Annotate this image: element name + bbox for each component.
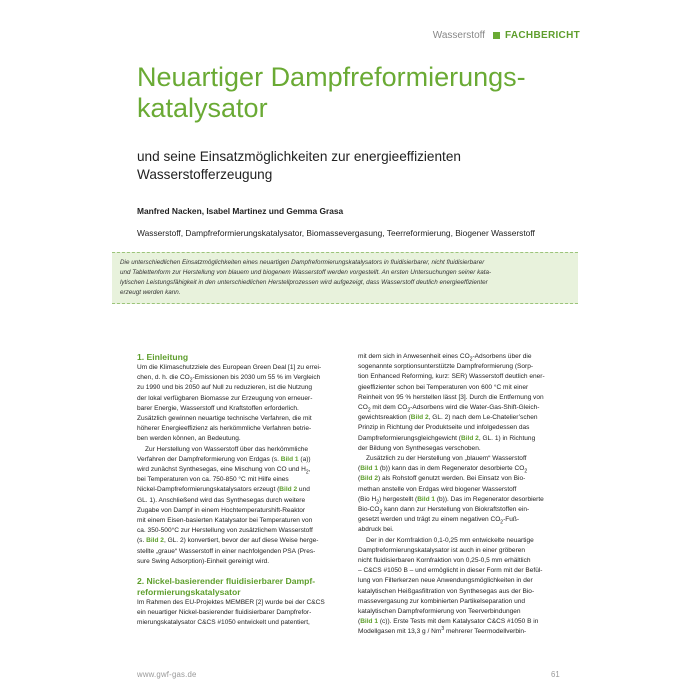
text-line: Dampfreformierungskatalysator ist auch in einer gröberen bbox=[358, 546, 526, 554]
abstract-line: erzeugt werden kann. bbox=[120, 289, 181, 297]
text-line: bei Temperaturen von ca. 750-850 °C mit Hilfe eines bbox=[137, 476, 289, 484]
text-line: sure Swing Adsorption)-Einheit gereinigt wird. bbox=[137, 557, 270, 565]
text-line: katalytischen Heißgasfiltration von Synthesegas aus der Bio- bbox=[358, 587, 535, 595]
article-title bbox=[137, 62, 607, 124]
text-line: gieeffizienter schon bei Temperaturen von 600 °C mit einer bbox=[358, 383, 529, 391]
abstract-line: lytischen Leistungsfähigkeit in den unterschiedlichen Herstellprozessen wird aufgezeigt, dass Wasserstoff deutlich energieeffizienter bbox=[120, 279, 488, 287]
text-line: der lokal verfügbaren Biomasse zur Erzeugung von erneuer- bbox=[137, 394, 313, 402]
text-line: zu 1990 und bis 2050 auf Null zu reduzieren, ist die Nutzung bbox=[137, 384, 313, 392]
text-line: Zusätzlich gewinnen neuartige technische Verfahren, die mit bbox=[137, 415, 312, 423]
text-line: Prinzip in Richtung der Produktseite und infolgedessen das bbox=[358, 424, 530, 432]
figure-ref-bild-2[interactable]: Bild 2 bbox=[360, 475, 379, 483]
text-line: Nickel-Dampfreformierungskatalysators erzeugt (Bild 2 und bbox=[137, 486, 310, 494]
abstract-box bbox=[112, 252, 578, 304]
footer-url[interactable]: www.gwf-gas.de bbox=[137, 670, 197, 679]
text-line: gesetzt werden und trägt zu einem negativen $CO_2-Fuß-$ bbox=[358, 516, 520, 526]
title-line: Neuartiger Dampfreformierungs- bbox=[137, 62, 526, 92]
section-heading-nickel: 2. Nickel-basierender fluidisierbarer Dampf- reformierungskatalysator bbox=[137, 576, 316, 598]
header-section: Wasserstoff bbox=[432, 30, 486, 41]
text-line: Zur Herstellung von Wasserstoff über das herkömmliche bbox=[145, 445, 309, 453]
page-number: 61 bbox=[551, 670, 560, 679]
text-line: Verfahren der Dampfreformierung von Erdgas (s. Bild 1 (a)) bbox=[137, 455, 311, 463]
text-line: lung von Filterkerzen neue Anwendungsmöglichkeiten in der bbox=[358, 577, 533, 585]
text-line: abdruck bei. bbox=[358, 526, 394, 534]
header-square-icon bbox=[493, 32, 500, 39]
text-line: Um die Klimaschutzziele des European Green Deal [1] zu errei- bbox=[137, 364, 322, 371]
text-line: Modellgasen mit 13,3 g / Nm$^3$ mehrerer Teermodellverbin- bbox=[358, 626, 527, 636]
text-line: ben werden können, an Bedeutung. bbox=[137, 435, 241, 443]
figure-ref-bild-1[interactable]: Bild 1 bbox=[417, 495, 436, 503]
abstract-line: Die unterschiedlichen Einsatzmöglichkeiten eines neuartigen Dampfreformierungskatalysators in fluidisierbarer, nicht fluidisierbarer bbox=[120, 259, 485, 266]
text-line: Reinheit von 95 % herstellen lässt [3]. Durch die Entfernung von bbox=[358, 393, 544, 401]
text-line: wird zunächst Synthesegas, eine Mischung von CO und $H_2$, bbox=[137, 466, 311, 476]
text-line: gewichtsreaktion (Bild 2, GL. 2) nach dem Le-Chatelier’schen bbox=[358, 414, 538, 422]
text-line: $CO_2$ mit dem $CO_2$-Adsorbens wird die Water-Gas-Shift-Gleich- bbox=[358, 404, 540, 414]
text-line: (Bio $H_2$) hergestellt (Bild 1 (b)). Das im Regenerator desorbierte bbox=[358, 495, 544, 506]
body-column-right bbox=[358, 352, 567, 638]
text-line: Zusätzlich zu der Herstellung von „blauem“ Wasserstoff bbox=[366, 455, 527, 463]
text-line: mit einem Eisen-basierten Katalysator bei Temperaturen von bbox=[137, 517, 313, 525]
text-line: (Bild 2) als Rohstoff genutzt werden. Bei Einsatz von Bio- bbox=[358, 475, 526, 483]
text-line: GL. 1). Anschließend wird das Synthesegas durch weitere bbox=[137, 496, 306, 504]
text-line: (Bild 1 (b)) kann das in dem Regenerator desorbierte $CO_2$ bbox=[358, 465, 528, 475]
text-line: Zugabe von Dampf in einem Hochtemperaturshift-Reaktor bbox=[137, 506, 306, 514]
text-line: massevergasung zur kombinierten Partikelseparation und bbox=[358, 597, 526, 605]
figure-ref-bild-1[interactable]: Bild 1 bbox=[280, 455, 299, 463]
authors: Manfred Nacken, Isabel Martinez und Gemma Grasa bbox=[137, 206, 344, 216]
abstract-line: und Tablettenform zur Herstellung von blauem und biogenem Wasserstoff werden vorgestellt. An ersten Untersuchungen seiner kata- bbox=[120, 269, 492, 277]
text-line: mit dem sich in Anwesenheit eines $CO_2$-Adsorbens über die bbox=[358, 353, 532, 363]
text-line: sogenannte sorptionsunterstützte Dampfreformierung (Sorp- bbox=[358, 363, 534, 371]
text-line: höherer Energieeffizienz als herkömmliche Verfahren betrie- bbox=[137, 425, 312, 433]
title-line: katalysator bbox=[137, 93, 268, 123]
text-line: mierungskatalysator C&CS #1050 entwickelt und patentiert, bbox=[137, 619, 310, 627]
text-line: methan anstelle von Erdgas wird biogener Wasserstoff bbox=[358, 485, 517, 493]
body-column-left bbox=[137, 352, 346, 629]
keywords: Wasserstoff, Dampfreformierungskatalysator, Biomassevergasung, Teerreformierung, Biogener Wasserstoff bbox=[137, 228, 535, 238]
running-header bbox=[433, 30, 580, 41]
text-line: Bio-$CO_2$ kann dann zur Herstellung von Biokraftstoffen ein- bbox=[358, 506, 530, 516]
figure-ref-bild-1[interactable]: Bild 1 bbox=[360, 618, 379, 626]
text-line: nicht fluidisierbaren Kornfraktion von 0,25-0,5 mm erhältlich bbox=[358, 557, 531, 565]
text-line: barer Energie, Wasserstoff und Kraftstoffen erforderlich. bbox=[137, 404, 299, 412]
figure-ref-bild-2[interactable]: Bild 2 bbox=[279, 486, 298, 494]
text-line: stellte „graue“ Wasserstoff in einer nachfolgenden PSA (Pres- bbox=[137, 547, 316, 555]
header-kind: FACHBERICHT bbox=[505, 30, 580, 41]
text-line: Im Rahmen des EU-Projektes MEMBER [2] wurde bei der C&CS bbox=[137, 599, 325, 607]
figure-ref-bild-2[interactable]: Bild 2 bbox=[460, 434, 479, 442]
text-line: (s. Bild 2, GL. 2) konvertiert, bevor der auf diese Weise herge- bbox=[137, 537, 319, 545]
text-line: katalytischen Dampfreformierung von Teerverbindungen bbox=[358, 608, 521, 616]
text-line: ein neuartiger Nickel-basierender fluidisierbarer Dampfrefor- bbox=[137, 609, 312, 617]
figure-ref-bild-2[interactable]: Bild 2 bbox=[146, 537, 164, 545]
text-line: chen, d. h. die $CO_2$-Emissionen bis 2030 um 55 % im Vergleich bbox=[137, 374, 321, 384]
article-subtitle bbox=[137, 148, 607, 184]
text-line: Der in der Kornfraktion 0,1-0,25 mm entwickelte neuartige bbox=[366, 536, 534, 544]
text-line: – C&CS #1050 B – und ermöglicht in dieser Form mit der Befül- bbox=[358, 567, 543, 575]
subtitle-line: Wasserstofferzeugung bbox=[137, 167, 273, 182]
text-line: der Bildung von Synthesegas verschoben. bbox=[358, 444, 481, 452]
subtitle-line: und seine Einsatzmöglichkeiten zur energieeffizienten bbox=[137, 149, 461, 164]
text-line: Dampfreformierungsgleichgewicht (Bild 2, GL. 1) in Richtung bbox=[358, 434, 536, 442]
text-line: (Bild 1 (c)). Erste Tests mit dem Katalysator C&CS #1050 B in bbox=[358, 618, 539, 626]
figure-ref-bild-2[interactable]: Bild 2 bbox=[410, 414, 429, 422]
section-heading-introduction: 1. Einleitung bbox=[137, 352, 189, 362]
text-line: ca. 350-500°C zur Herstellung von zusätzlichem Wasserstoff bbox=[137, 527, 313, 535]
text-line: tion Enhanced Reforming, kurz: SER) Wasserstoff deutlich ener- bbox=[358, 373, 545, 381]
figure-ref-bild-1[interactable]: Bild 1 bbox=[360, 465, 379, 473]
